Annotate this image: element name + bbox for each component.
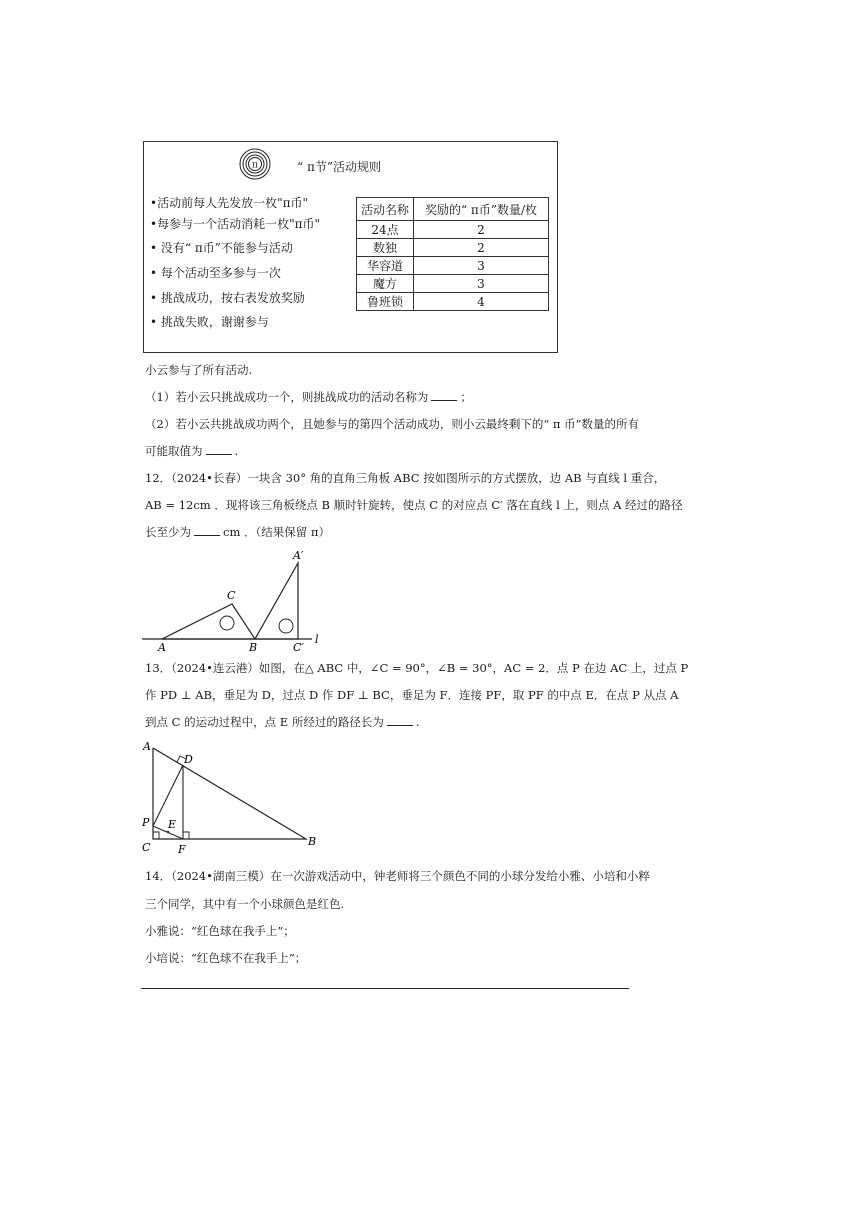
q13-line3-end: . [415,715,420,729]
rule-item: •每参与一个活动消耗一枚"π币" [150,217,321,231]
table-row [357,275,549,293]
q13-line2: 作 PD ⊥ AB，垂足为 D，过点 D 作 DF ⊥ BC，垂足为 F．连接 PF，取 PF 的中点 E．在点 P 从点 A [145,688,679,702]
label-A: A [143,740,151,753]
rule-item: •活动前每人先发放一枚"π币" [150,196,309,210]
q12-line1: 12．（2024•长春）一块含 30° 角的直角三角板 ABC 按如图所示的方式摆放，边 AB 与直线 l 重合， [145,471,666,485]
table-cell: 2 [414,239,549,257]
q13-line3 [145,714,419,730]
q13-figure [140,738,325,858]
table-header-cell: 活动名称 [357,198,414,221]
rule-item: • 挑战成功，按右表发放奖励 [150,291,305,305]
q11-intro: 小云参与了所有活动. [145,363,253,377]
q14-line3: 小雅说：“红色球在我手上”； [145,924,295,938]
rule-item: • 挑战失败，谢谢参与 [150,315,269,329]
q12-figure [140,548,340,653]
answer-blank [387,715,413,726]
table-cell: 2 [414,221,549,239]
label-F: F [178,843,186,856]
table-row [357,239,549,257]
table-header-cell: 奖励的“ π币”数量/枚 [414,198,549,221]
table-cell: 魔方 [357,275,414,293]
q14-line4: 小培说：“红色球不在我手上”； [145,951,307,965]
rules-title: “ π节”活动规则 [297,160,381,174]
table-row [357,221,549,239]
label-B: B [308,835,317,848]
q14-line1: 14．（2024•湖南三模）在一次游戏活动中，钟老师将三个颜色不同的小球分发给小雅、小培和小粹 [145,869,650,883]
pi-logo [239,148,271,180]
label-P: P [142,816,150,829]
reward-table [356,197,549,311]
label-C: C [142,841,151,854]
answer-blank [206,444,232,455]
rule-item: • 没有“ π币”不能参与活动 [150,241,293,255]
label-B: B [249,641,258,653]
table-cell: 鲁班锁 [357,293,414,311]
q11-part1-text: （1）若小云只挑战成功一个，则挑战成功的活动名称为 [145,390,429,404]
q11-part2-line2 [145,443,238,459]
q11-part2-end: . [234,444,239,458]
table-cell: 4 [414,293,549,311]
rule-item: • 每个活动至多参与一次 [150,266,281,280]
table-cell: 3 [414,257,549,275]
page-divider [141,988,629,989]
table-cell: 24点 [357,221,414,239]
table-header-row [357,198,549,221]
q12-line3-end: cm ．（结果保留 π） [223,525,330,539]
label-A-prime: A′ [293,549,304,562]
table-row [357,257,549,275]
answer-blank [431,390,457,401]
q12-line3-text: 长至少为 [145,525,191,539]
table-cell: 3 [414,275,549,293]
q14-line2: 三个同学，其中有一个小球颜色是红色. [145,897,345,911]
label-E: E [168,818,177,831]
rules-box [143,141,558,353]
q13-line1: 13．（2024•连云港）如图，在△ ABC 中，∠C = 90°，∠B = 30°，AC = 2．点 P 在边 AC 上，过点 P [145,661,689,675]
label-l: l [315,633,319,646]
table-cell: 华容道 [357,257,414,275]
label-A: A [158,641,166,653]
table-cell: 数独 [357,239,414,257]
answer-blank [194,525,220,536]
table-row [357,293,549,311]
q12-line3 [145,524,330,540]
q12-line2: AB = 12cm ．现将该三角板绕点 B 顺时针旋转，使点 C 的对应点 C′ 落在直线 l 上，则点 A 经过的路径 [145,498,683,512]
q11-part2-line1: （2）若小云共挑战成功两个，且她参与的第四个活动成功，则小云最终剩下的“ π 币”数量的所有 [145,417,639,431]
label-C-prime: C′ [293,641,304,653]
q11-part1-end: ； [460,390,472,404]
q11-part2-text: 可能取值为 [145,444,203,458]
pi-logo-symbol: π [252,160,258,171]
q11-part1 [145,389,472,405]
label-D: D [184,753,193,766]
label-C: C [227,589,236,602]
q13-line3-text: 到点 C 的运动过程中，点 E 所经过的路径长为 [145,715,384,729]
